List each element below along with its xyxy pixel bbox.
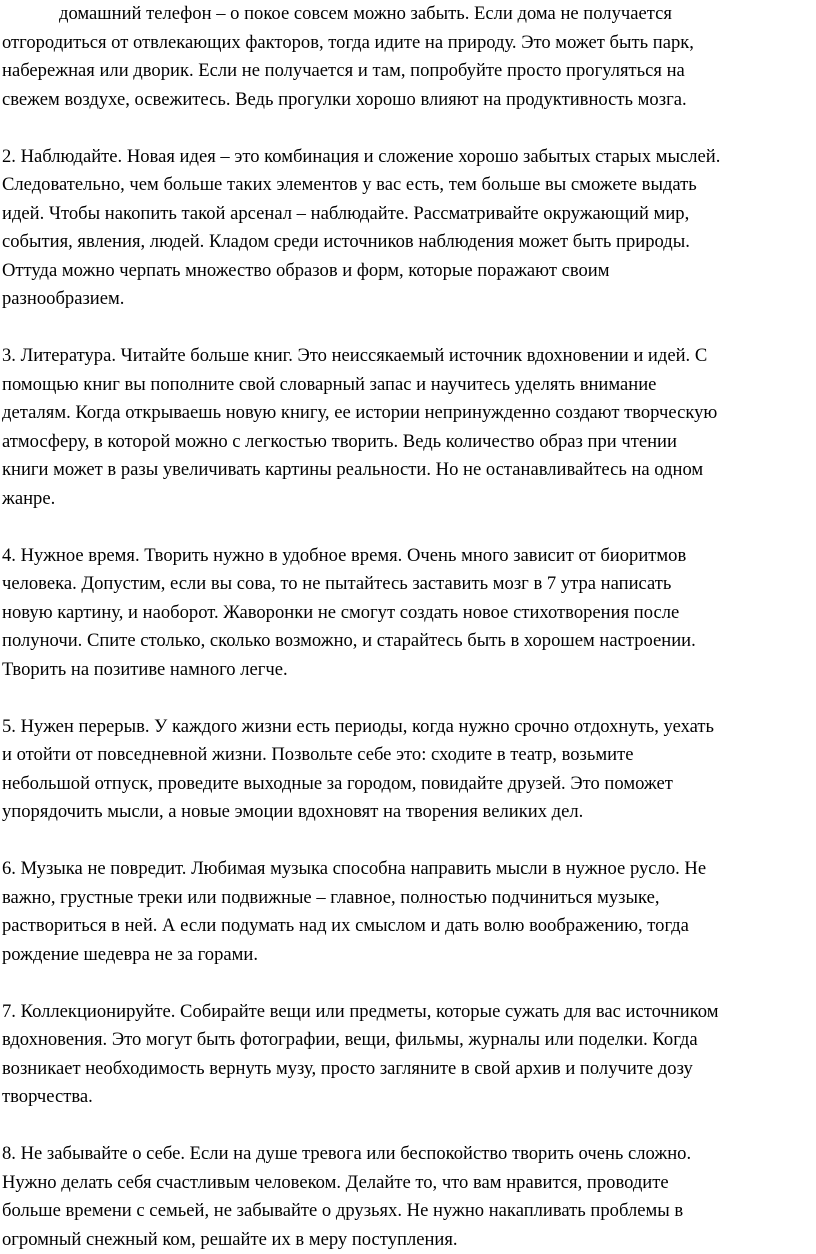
- text-line: 7. Коллекционируйте. Собирайте вещи или предметы, которые сужать для вас источником: [2, 998, 814, 1027]
- text-line: разнообразием.: [2, 285, 814, 314]
- text-line: Нужно делать себя счастливым человеком. Делайте то, что вам нравится, проводите: [2, 1169, 814, 1198]
- paragraph-intro: [2, 0, 814, 114]
- text-line: атмосферу, в которой можно с легкостью творить. Ведь количество образ при чтении: [2, 428, 814, 457]
- text-line: и отойти от повседневной жизни. Позвольте себе это: сходите в театр, возьмите: [2, 741, 814, 770]
- text-line: Следовательно, чем больше таких элементов у вас есть, тем больше вы сможете выдать: [2, 171, 814, 200]
- text-line: Творить на позитиве намного легче.: [2, 656, 814, 685]
- document-body: [2, 0, 814, 1254]
- text-line: человека. Допустим, если вы сова, то не пытайтесь заставить мозг в 7 утра написать: [2, 570, 814, 599]
- text-line: 6. Музыка не повредит. Любимая музыка способна направить мысли в нужное русло. Не: [2, 855, 814, 884]
- text-line: упорядочить мысли, а новые эмоции вдохновят на творения великих дел.: [2, 798, 814, 827]
- paragraph-literature: [2, 342, 814, 513]
- text-line: 3. Литература. Читайте больше книг. Это неиссякаемый источник вдохновении и идей. С: [2, 342, 814, 371]
- text-line: вдохновения. Это могут быть фотографии, вещи, фильмы, журналы или поделки. Когда: [2, 1026, 814, 1055]
- text-line: новую картину, и наоборот. Жаворонки не смогут создать новое стихотворения после: [2, 599, 814, 628]
- text-line: небольшой отпуск, проведите выходные за городом, повидайте друзей. Это поможет: [2, 770, 814, 799]
- text-line: жанре.: [2, 485, 814, 514]
- text-line: 8. Не забывайте о себе. Если на душе тревога или беспокойство творить очень сложно.: [2, 1140, 814, 1169]
- paragraph-observe: [2, 143, 814, 314]
- text-line: возникает необходимость вернуть музу, просто загляните в свой архив и получите дозу: [2, 1055, 814, 1084]
- text-line: домашний телефон – о покое совсем можно забыть. Если дома не получается: [2, 0, 814, 29]
- paragraph-music: [2, 855, 814, 969]
- paragraph-gap: [2, 684, 814, 713]
- text-line: рождение шедевра не за горами.: [2, 941, 814, 970]
- text-line: 2. Наблюдайте. Новая идея – это комбинация и сложение хорошо забытых старых мыслей.: [2, 143, 814, 172]
- text-line: деталям. Когда открываешь новую книгу, ее истории непринужденно создают творческую: [2, 399, 814, 428]
- paragraph-break: [2, 713, 814, 827]
- text-line: Оттуда можно черпать множество образов и форм, которые поражают своим: [2, 257, 814, 286]
- text-line: творчества.: [2, 1083, 814, 1112]
- paragraph-gap: [2, 827, 814, 856]
- text-line: важно, грустные треки или подвижные – главное, полностью подчиниться музыке,: [2, 884, 814, 913]
- text-line: больше времени с семьей, не забывайте о друзьях. Не нужно накапливать проблемы в: [2, 1197, 814, 1226]
- text-line: книги может в разы увеличивать картины реальности. Но не останавливайтесь на одном: [2, 456, 814, 485]
- text-line: свежем воздухе, освежитесь. Ведь прогулки хорошо влияют на продуктивность мозга.: [2, 86, 814, 115]
- paragraph-gap: [2, 513, 814, 542]
- paragraph-collect: [2, 998, 814, 1112]
- text-line: отгородиться от отвлекающих факторов, тогда идите на природу. Это может быть парк,: [2, 29, 814, 58]
- text-line: события, явления, людей. Кладом среди источников наблюдения может быть природы.: [2, 228, 814, 257]
- text-line: 5. Нужен перерыв. У каждого жизни есть периоды, когда нужно срочно отдохнуть, уехать: [2, 713, 814, 742]
- text-line: полуночи. Спите столько, сколько возможно, и старайтесь быть в хорошем настроении.: [2, 627, 814, 656]
- paragraph-right-time: [2, 542, 814, 685]
- text-line: помощью книг вы пополните свой словарный запас и научитесь уделять внимание: [2, 371, 814, 400]
- text-line: идей. Чтобы накопить такой арсенал – наблюдайте. Рассматривайте окружающий мир,: [2, 200, 814, 229]
- paragraph-gap: [2, 969, 814, 998]
- paragraph-gap: [2, 314, 814, 343]
- text-line: раствориться в ней. А если подумать над их смыслом и дать волю воображению, тогда: [2, 912, 814, 941]
- paragraph-self-care: [2, 1140, 814, 1254]
- paragraph-gap: [2, 114, 814, 143]
- text-line: огромный снежный ком, решайте их в меру поступления.: [2, 1226, 814, 1254]
- text-line: набережная или дворик. Если не получается и там, попробуйте просто прогуляться на: [2, 57, 814, 86]
- paragraph-gap: [2, 1112, 814, 1141]
- text-line: 4. Нужное время. Творить нужно в удобное время. Очень много зависит от биоритмов: [2, 542, 814, 571]
